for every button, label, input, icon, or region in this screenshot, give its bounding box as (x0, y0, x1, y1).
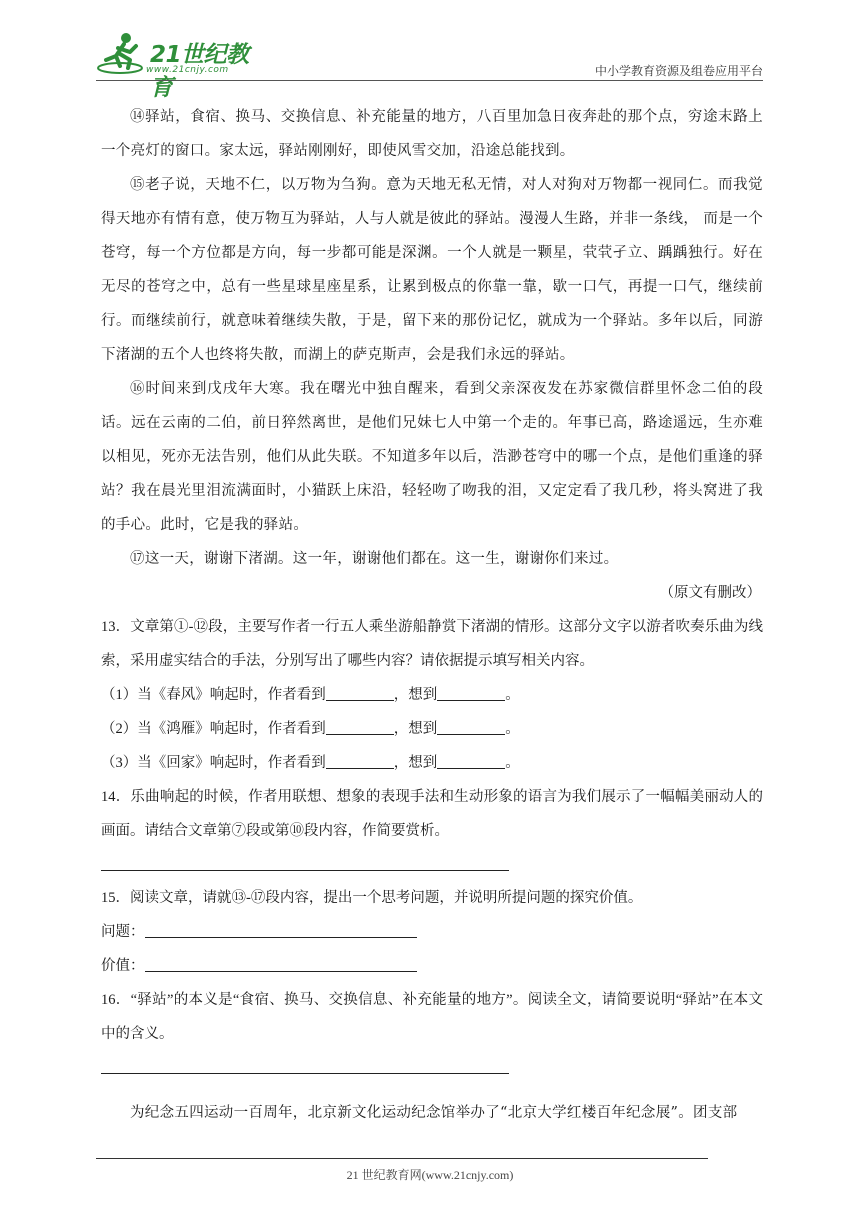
platform-name: 中小学教育资源及组卷应用平台 (594, 64, 763, 78)
page-header (96, 30, 763, 101)
answer-line-14[interactable] (101, 848, 509, 871)
question-16: 16．“驿站”的本义是“食宿、换马、交换信息、补充能量的地方”。阅读全文，请简要说明“驿站”在本文中的含义。 (101, 992, 763, 1042)
next-passage: 为纪念五四运动一百周年，北京新文化运动纪念馆举办了“北京大学红楼百年纪念展”。团支部 (130, 1105, 738, 1121)
logo-url: www.21cnjy.com (146, 65, 229, 75)
document-body (101, 100, 763, 1130)
question-14: 14．乐曲响起的时候，作者用联想、想象的表现手法和生动形象的语言为我们展示了一幅幅美丽动人的画面。请结合文章第⑦段或第⑩段内容，作简要赏析。 (101, 789, 763, 839)
question-13-item-2 (101, 712, 763, 746)
item-mid: ，想到 (393, 755, 438, 771)
logo-text: 21世纪教育 (150, 42, 249, 101)
paragraph-16: ⑯时间来到戊戌年大寒。我在曙光中独自醒来，看到父亲深夜发在苏家微信群里怀念二伯的段话。远在云南的二伯，前日猝然离世，是他们兄妹七人中第一个走的。年事已高，路途遥远，生亦难以相见，死亦无法告别，他们从此失联。不知道多年以后，浩渺苍穹中的哪一个点，是他们重逢的驿站？我在晨光里泪流满面时，小猫跃上床沿，轻轻吻了吻我的泪，又定定看了我几秒，将头窝进了我的手心。此时，它是我的驿站。 (101, 381, 763, 533)
answer-blank[interactable] (326, 752, 394, 769)
site-logo (96, 30, 266, 101)
question-15: 15．阅读文章，请就⑬-⑰段内容，提出一个思考问题，并说明所提问题的探究价值。 (101, 890, 643, 906)
question-13: 13．文章第①-⑫段，主要写作者一行五人乘坐游船静赏下渚湖的情形。这部分文字以游者吹奏乐曲为线索，采用虚实结合的手法，分别写出了哪些内容？请依据提示填写相关内容。 (101, 619, 763, 669)
answer-blank[interactable] (437, 752, 505, 769)
question-15-question-row (101, 915, 763, 949)
item-prefix: （2）当《鸿雁》响起时，作者看到 (101, 721, 326, 737)
answer-line-16[interactable] (101, 1051, 509, 1074)
paragraph-14: ⑭驿站，食宿、换马、交换信息、补充能量的地方，八百里加急日夜奔赴的那个点，穷途末路上一个亮灯的窗口。家太远，驿站刚刚好，即使风雪交加，沿途总能找到。 (101, 109, 763, 159)
header-divider (96, 80, 763, 81)
paragraph-15: ⑮老子说，天地不仁，以万物为刍狗。意为天地无私无情，对人对狗对万物都一视同仁。而我觉得天地亦有情有意，使万物互为驿站，人与人就是彼此的驿站。漫漫人生路，并非一条线， 而是一个苍穹，每一个方位都是方向，每一步都可能是深渊。一个人就是一颗星，茕茕孑立、踽踽独行。好在无尽的苍穹之中，总有一些星球星座星系，让累到极点的你靠一靠，歇一口气，再提一口气，继续前行。而继续前行，就意味着继续失散，于是，留下来的那份记忆，就成为一个驿站。多年以后，同游下渚湖的五个人也终将失散，而湖上的萨克斯声，会是我们永远的驿站。 (101, 177, 763, 363)
item-end: 。 (505, 721, 520, 737)
item-prefix: （3）当《回家》响起时，作者看到 (101, 755, 326, 771)
source-note: （原文有删改） (659, 585, 761, 601)
answer-blank[interactable] (145, 921, 417, 938)
question-13-item-3 (101, 746, 763, 780)
question-15-value-row (101, 949, 763, 983)
question-13-item-1 (101, 678, 763, 712)
item-end: 。 (505, 687, 520, 703)
answer-blank[interactable] (326, 684, 394, 701)
item-prefix: （1）当《春风》响起时，作者看到 (101, 687, 326, 703)
answer-blank[interactable] (437, 684, 505, 701)
page-footer: 21 世纪教育网(www.21cnjy.com) (346, 1168, 514, 1182)
answer-blank[interactable] (145, 955, 417, 972)
runner-icon (96, 30, 152, 78)
footer-divider (96, 1158, 708, 1159)
value-label: 价值： (101, 958, 145, 974)
item-mid: ，想到 (393, 687, 438, 703)
answer-blank[interactable] (437, 718, 505, 735)
question-label: 问题： (101, 924, 145, 940)
item-end: 。 (505, 755, 520, 771)
item-mid: ，想到 (393, 721, 438, 737)
answer-blank[interactable] (326, 718, 394, 735)
paragraph-17: ⑰这一天，谢谢下渚湖。这一年，谢谢他们都在。这一生，谢谢你们来过。 (130, 551, 619, 567)
